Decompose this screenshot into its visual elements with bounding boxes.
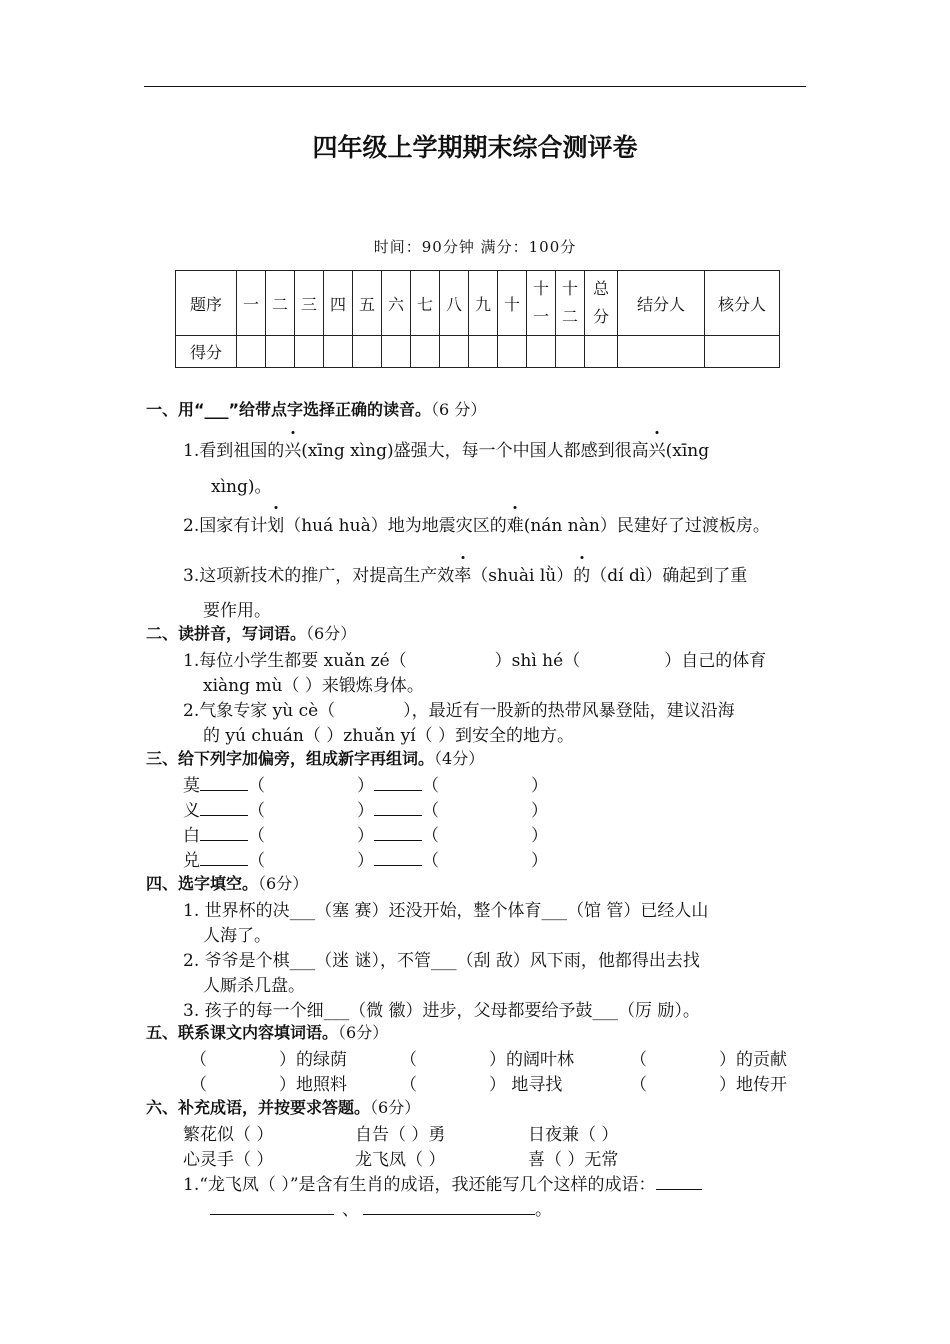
col-1: 一 <box>237 271 266 336</box>
col-12: 十 二 <box>556 271 585 336</box>
section-2-heading: 二、读拼音，写词语。（6分） <box>146 624 357 643</box>
s6-idiom-6: 喜（ ）无常 <box>528 1150 619 1170</box>
col-11: 十 一 <box>527 271 556 336</box>
s5-row-2a: （ ）地照料 <box>190 1075 347 1095</box>
col-6: 六 <box>382 271 411 336</box>
s5-row-1c: （ ）的贡献 <box>630 1050 787 1070</box>
top-rule <box>144 86 806 87</box>
s4-q3: 3. 孩子的每一个细___（微 徽）进步，父母都要给予鼓___（厉 励）。 <box>183 1001 700 1021</box>
col-checker: 核分人 <box>705 271 780 336</box>
page-title: 四年级上学期期末综合测评卷 <box>312 133 638 162</box>
s6-idiom-4: 心灵手（ ） <box>183 1150 274 1170</box>
s1-q3-line2: 要作用。 <box>203 601 271 621</box>
s6-q1-line1: 1.“龙飞凤（ ）”是含有生肖的成语，我还能写几个这样的成语： <box>183 1170 702 1195</box>
row-label-score: 得分 <box>176 336 237 368</box>
section-1-heading: 一、用“___”给带点字选择正确的读音。（6 分） <box>146 400 487 419</box>
s5-row-1a: （ ）的绿荫 <box>190 1050 347 1070</box>
s6-idiom-1: 繁花似（ ） <box>183 1125 274 1145</box>
s6-q1-line2: 、 。 <box>210 1195 552 1220</box>
col-4: 四 <box>324 271 353 336</box>
section-6-heading: 六、补充成语，并按要求答题。（6分） <box>146 1098 421 1117</box>
col-2: 二 <box>266 271 295 336</box>
s2-q2-line2: 的 yú chuán（ ）zhuǎn yí（ ）到安全的地方。 <box>203 726 575 746</box>
s2-q1-line2: xiàng mù（ ）来锻炼身体。 <box>203 676 424 696</box>
row-label-order: 题序 <box>176 271 237 336</box>
s5-row-2b: （ ） 地寻找 <box>400 1075 563 1095</box>
col-8: 八 <box>440 271 469 336</box>
col-3: 三 <box>295 271 324 336</box>
s3-row-4: 兑 （ ） （ ） <box>183 851 548 871</box>
section-3-heading: 三、给下列字加偏旁，组成新字再组词。（4分） <box>146 749 485 768</box>
s2-q1-line1: 1.每位小学生都要 xuǎn zé（ ）shì hé（ ）自己的体育 <box>183 651 767 671</box>
section-5-heading: 五、联系课文内容填词语。（6分） <box>146 1023 389 1042</box>
col-5: 五 <box>353 271 382 336</box>
s5-row-1b: （ ）的阔叶林 <box>400 1050 574 1070</box>
col-10: 十 <box>498 271 527 336</box>
score-table <box>175 270 780 368</box>
s4-q2-line1: 2. 爷爷是个棋___（迷 谜），不管___（刮 敌）风下雨，他都得出去找 <box>183 951 700 971</box>
s3-row-3: 白 （ ） （ ） <box>183 826 548 846</box>
s4-q2-line2: 人厮杀几盘。 <box>203 976 305 996</box>
s1-q3-line1: 3.这项新技术的推广，对提高生产效率（shuài lǜ）的（dí dì）确起到了重 <box>183 561 747 586</box>
section-4-heading: 四、选字填空。（6分） <box>146 874 309 893</box>
s4-q1-line1: 1. 世界杯的决___（塞 赛）还没开始，整个体育___（馆 管）已经人山 <box>183 901 709 921</box>
s3-row-2: 义 （ ） （ ） <box>183 801 548 821</box>
col-total: 总 分 <box>585 271 618 336</box>
s1-q2: 2.国家有计划（huá huà）地为地震灾区的难(nán nàn）民建好了过渡板房。 <box>183 511 770 536</box>
col-grader: 结分人 <box>618 271 705 336</box>
s2-q2-line1: 2.气象专家 yù cè（ ），最近有一股新的热带风暴登陆，建议沿海 <box>183 701 735 721</box>
col-9: 九 <box>469 271 498 336</box>
exam-meta: 时间：90分钟 满分：100分 <box>373 238 577 256</box>
s6-idiom-2: 自告（ ）勇 <box>355 1125 446 1145</box>
s1-q1-line2: xìng)。 <box>211 477 272 497</box>
s5-row-2c: （ ）地传开 <box>630 1075 787 1095</box>
s3-row-1: 莫 （ ） （ ） <box>183 776 548 796</box>
s6-idiom-5: 龙飞凤（ ） <box>355 1150 446 1170</box>
s4-q1-line2: 人海了。 <box>203 926 271 946</box>
col-7: 七 <box>411 271 440 336</box>
s6-idiom-3: 日夜兼（ ） <box>528 1125 619 1145</box>
s1-q1-line1: 1.看到祖国的兴(xīng xìng)盛强大，每一个中国人都感到很高兴(xīng <box>183 436 709 461</box>
